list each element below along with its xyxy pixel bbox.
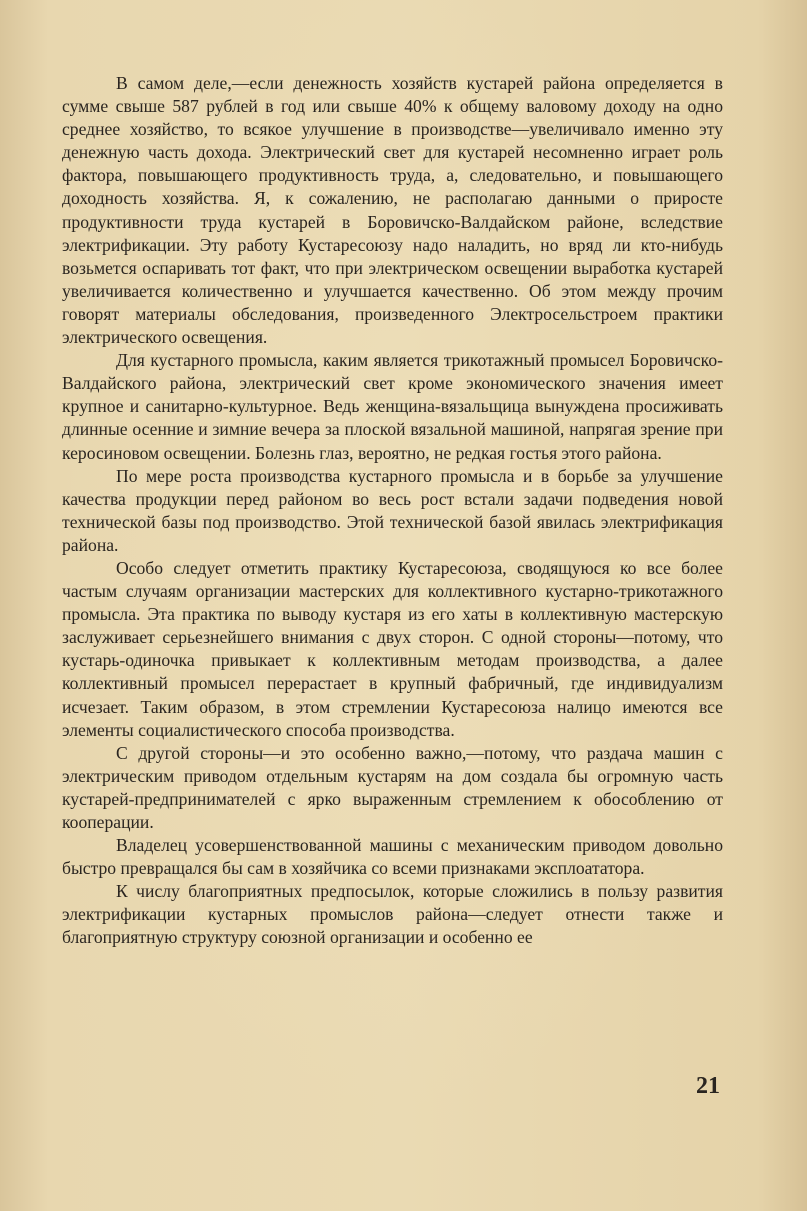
paragraph: Для кустарного промысла, каким является трикотажный промысел Боровичско-Валдайского района, электрический свет кроме экономического значения имеет крупное и санитарно-культурное. Ведь женщина-вязальщица вынуждена просиживать длинные осенние и зимние вечера за плоской вязальной машиной, напрягая зрение при керосиновом освещении. Болезнь глаз, вероятно, не редкая гостья этого района.: [62, 350, 723, 463]
paragraph: В самом деле,—если денежность хозяйств кустарей района определяется в сумме свыше 587 рублей в год или свыше 40% к общему валовому доходу на одно среднее хозяйство, то всякое улучшение в производстве—увеличивало именно эту денежную часть дохода. Электрический свет для кустарей несомненно играет роль фактора, повышающего продуктивность труда, а, следовательно, и повышающего доходность хозяйства. Я, к сожалению, не располагаю данными о приросте продуктивности труда кустарей в Боровичско-Валдайском районе, вследствие электрификации. Эту работу Кустаресоюзу надо наладить, но вряд ли кто-нибудь возьмется оспаривать тот факт, что при электрическом освещении выработка кустарей увеличивается количественно и улучшается качественно. Об этом между прочим говорят материалы обследования, произведенного Электросельстроем практики электрического освещения.: [62, 73, 723, 348]
paragraph: Владелец усовершенствованной машины с механическим приводом довольно быстро превращался бы сам в хозяйчика со всеми признаками эксплоататора.: [62, 835, 723, 879]
page-number: 21: [696, 1073, 720, 1099]
paragraph: К числу благоприятных предпосылок, которые сложились в пользу развития электрификации кустарных промыслов района—следует отнести также и благоприятную структуру союзной организации и особенно ее: [62, 881, 723, 948]
paragraph: Особо следует отметить практику Кустаресоюза, сводящуюся ко все более частым случаям организации мастерских для коллективного кустарно-трикотажного промысла. Эта практика по выводу кустаря из его хаты в коллективную мастерскую заслуживает серьезнейшего внимания с двух сторон. С одной стороны—потому, что кустарь-одиночка привыкает к коллективным методам производства, а далее коллективный промысел перерастает в крупный фабричный, где индивидуализм исчезает. Таким образом, в этом стремлении Кустаресоюза налицо имеются все элементы социалистического способа производства.: [62, 557, 723, 740]
body-text: [62, 72, 723, 950]
paragraph: По мере роста производства кустарного промысла и в борьбе за улучшение качества продукции перед районом во весь рост встали задачи подведения новой технической базы под производство. Этой технической базой явилась электрификация района.: [62, 465, 723, 555]
paragraph: С другой стороны—и это особенно важно,—потому, что раздача машин с электрическим приводом отдельным кустарям на дом создала бы огромную часть кустарей-предпринимателей с ярко выраженным стремлением к обособлению от кооперации.: [62, 742, 723, 832]
